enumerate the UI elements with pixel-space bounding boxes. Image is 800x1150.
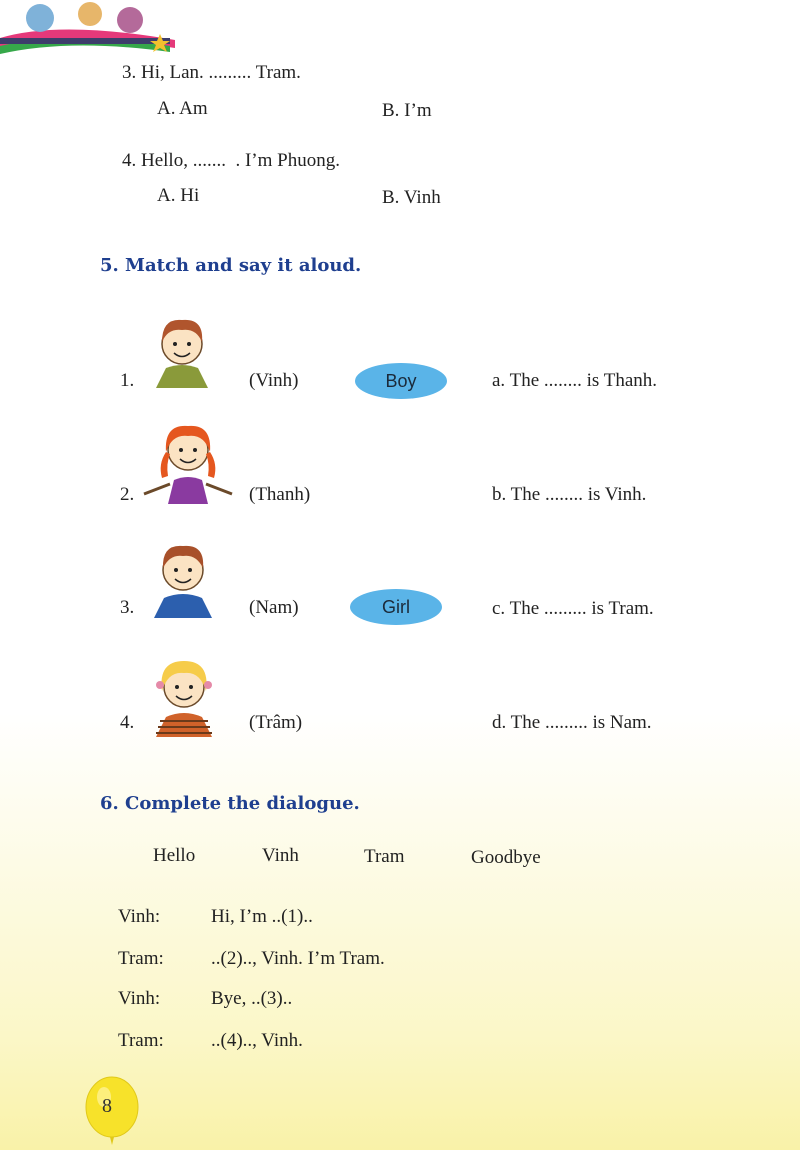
dialogue-line: ..(4).., Vinh. (211, 1030, 303, 1051)
boy-vinh-icon (152, 312, 212, 392)
row-1-name: (Vinh) (249, 370, 299, 391)
row-2-number: 2. (120, 484, 135, 505)
dialogue-speaker: Vinh: (118, 906, 161, 927)
boy-oval: Boy (355, 363, 447, 399)
word-bank-item: Hello (153, 845, 196, 866)
boy-nam-icon (152, 540, 214, 620)
sentence-b: b. The ........ is Vinh. (492, 484, 647, 505)
dialogue-line: Bye, ..(3).. (211, 988, 293, 1009)
word-bank-item: Tram (364, 846, 405, 867)
row-4-number: 4. (120, 712, 135, 733)
page-number-balloon-icon (82, 1075, 144, 1147)
question-3-option-b: B. I’m (382, 100, 432, 121)
row-4-name: (Trâm) (249, 712, 303, 733)
word-bank-item: Goodbye (471, 847, 541, 868)
dialogue-speaker: Tram: (118, 1030, 164, 1051)
question-3-option-a: A. Am (157, 98, 208, 119)
row-3-name: (Nam) (249, 597, 299, 618)
girl-thanh-icon (140, 420, 236, 506)
word-bank-item: Vinh (262, 845, 299, 866)
row-3-number: 3. (120, 597, 135, 618)
sentence-d: d. The ......... is Nam. (492, 712, 652, 733)
dialogue-line: Hi, I’m ..(1).. (211, 906, 313, 927)
question-4-option-b: B. Vinh (382, 187, 441, 208)
page-number: 8 (102, 1095, 112, 1117)
girl-oval: Girl (350, 589, 442, 625)
dialogue-speaker: Vinh: (118, 988, 161, 1009)
sentence-a: a. The ........ is Thanh. (492, 370, 657, 391)
question-3-stem: 3. Hi, Lan. ......... Tram. (122, 62, 301, 83)
exercise-5-title: 5. Match and say it aloud. (100, 255, 362, 276)
dialogue-speaker: Tram: (118, 948, 164, 969)
question-4-stem: 4. Hello, ....... . I’m Phuong. (122, 150, 340, 171)
dialogue-line: ..(2).., Vinh. I’m Tram. (211, 948, 385, 969)
row-2-name: (Thanh) (249, 484, 311, 505)
sentence-c: c. The ......... is Tram. (492, 598, 654, 619)
banner-illustration (0, 0, 175, 60)
row-1-number: 1. (120, 370, 135, 391)
girl-tram-icon (150, 655, 218, 739)
exercise-6-title: 6. Complete the dialogue. (100, 793, 360, 814)
question-4-option-a: A. Hi (157, 185, 200, 206)
